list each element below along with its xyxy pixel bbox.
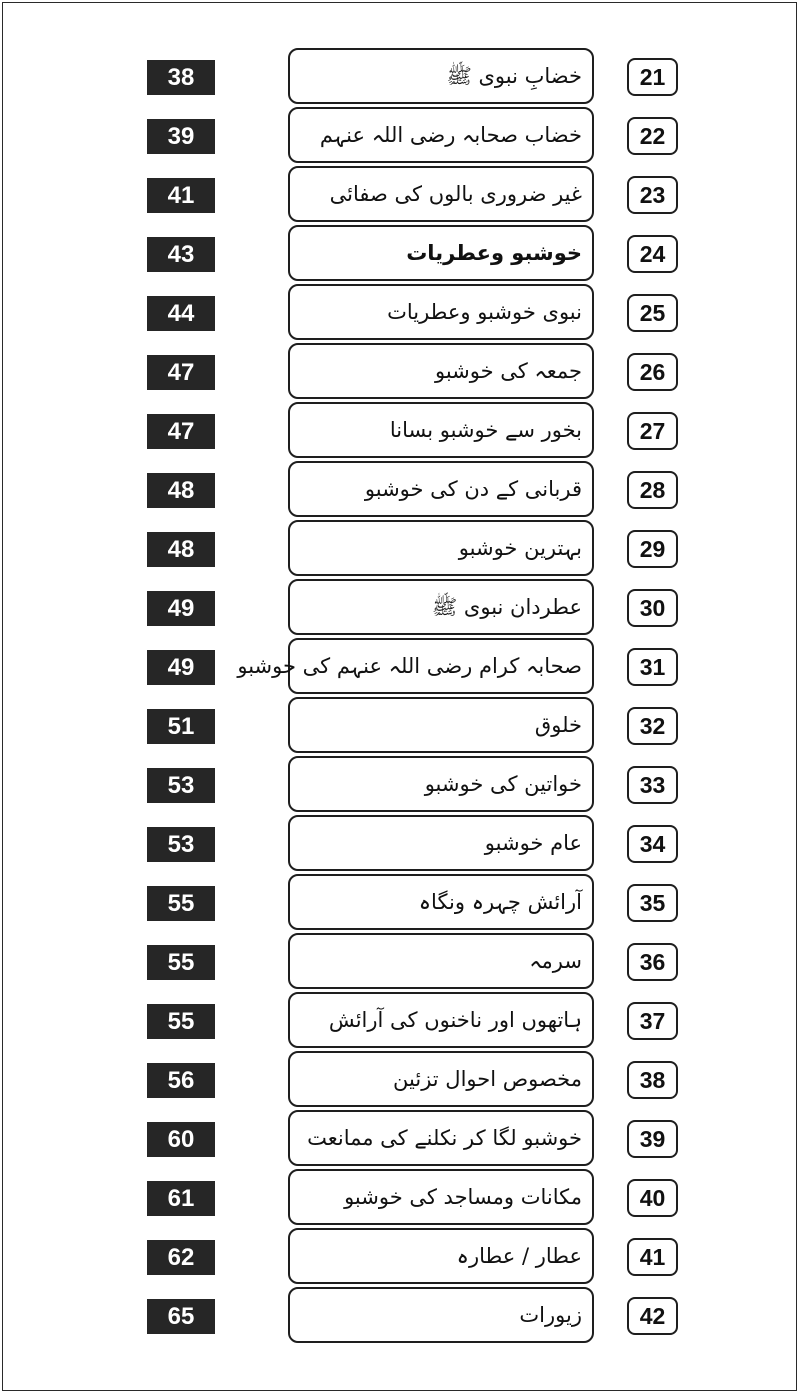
page-number: 48 <box>147 473 215 508</box>
page-number: 49 <box>147 591 215 626</box>
entry-title: قربانی کے دن کی خوشبو <box>288 461 594 517</box>
entry-title: نبوی خوشبو وعطریات <box>288 284 594 340</box>
entry-number: 34 <box>627 825 678 863</box>
toc-row <box>0 933 800 992</box>
entry-title: بہترین خوشبو <box>288 520 594 576</box>
page-number: 49 <box>147 650 215 685</box>
page-number: 61 <box>147 1181 215 1216</box>
page-number: 44 <box>147 296 215 331</box>
page-number: 55 <box>147 886 215 921</box>
entry-title: عام خوشبو <box>288 815 594 871</box>
entry-title: بخور سے خوشبو بسانا <box>288 402 594 458</box>
entry-title: خضابِ نبوی ﷺ <box>288 48 594 104</box>
entry-number: 32 <box>627 707 678 745</box>
entry-title: خوشبو لگا کر نکلنے کی ممانعت <box>288 1110 594 1166</box>
entry-number: 33 <box>627 766 678 804</box>
page-number: 55 <box>147 945 215 980</box>
toc-row <box>0 1051 800 1110</box>
entry-title: عطار / عطارہ <box>288 1228 594 1284</box>
toc-row <box>0 638 800 697</box>
entry-number: 29 <box>627 530 678 568</box>
page-number: 60 <box>147 1122 215 1157</box>
toc-row <box>0 1169 800 1228</box>
page-number: 43 <box>147 237 215 272</box>
entry-number: 30 <box>627 589 678 627</box>
toc-row <box>0 225 800 284</box>
toc-row <box>0 815 800 874</box>
page-number: 38 <box>147 60 215 95</box>
entry-title: خضاب صحابہ رضی اللہ عنہم <box>288 107 594 163</box>
toc-row <box>0 992 800 1051</box>
entry-number: 28 <box>627 471 678 509</box>
entry-title: جمعہ کی خوشبو <box>288 343 594 399</box>
entry-title: آرائش چہرہ ونگاہ <box>288 874 594 930</box>
entry-number: 21 <box>627 58 678 96</box>
entry-title: مخصوص احوال تزئین <box>288 1051 594 1107</box>
page-number: 41 <box>147 178 215 213</box>
entry-number: 36 <box>627 943 678 981</box>
entry-number: 42 <box>627 1297 678 1335</box>
entry-title: خوشبو وعطریات <box>288 225 594 281</box>
entry-title: مکانات ومساجد کی خوشبو <box>288 1169 594 1225</box>
toc-row <box>0 284 800 343</box>
entry-number: 22 <box>627 117 678 155</box>
entry-number: 26 <box>627 353 678 391</box>
entry-number: 35 <box>627 884 678 922</box>
toc-row <box>0 107 800 166</box>
entry-number: 40 <box>627 1179 678 1217</box>
toc-row <box>0 874 800 933</box>
toc-row <box>0 1228 800 1287</box>
toc-row <box>0 697 800 756</box>
page-number: 51 <box>147 709 215 744</box>
entry-title: زیورات <box>288 1287 594 1343</box>
page-number: 55 <box>147 1004 215 1039</box>
entry-number: 37 <box>627 1002 678 1040</box>
entry-number: 27 <box>627 412 678 450</box>
page-number: 65 <box>147 1299 215 1334</box>
entry-title: سرمہ <box>288 933 594 989</box>
toc-row <box>0 166 800 225</box>
entry-number: 41 <box>627 1238 678 1276</box>
toc-row <box>0 1287 800 1346</box>
page-number: 53 <box>147 768 215 803</box>
toc-row <box>0 756 800 815</box>
entry-title: عطردان نبوی ﷺ <box>288 579 594 635</box>
page-number: 48 <box>147 532 215 567</box>
entry-number: 38 <box>627 1061 678 1099</box>
page-number: 47 <box>147 355 215 390</box>
entry-title: ہاتھوں اور ناخنوں کی آرائش <box>288 992 594 1048</box>
toc-row <box>0 579 800 638</box>
page-number: 39 <box>147 119 215 154</box>
toc-row <box>0 48 800 107</box>
entry-title: خواتین کی خوشبو <box>288 756 594 812</box>
entry-title: صحابہ کرام رضی اللہ عنہم کی خوشبو <box>288 638 594 694</box>
entry-number: 23 <box>627 176 678 214</box>
entry-title: غیر ضروری بالوں کی صفائی <box>288 166 594 222</box>
toc-row <box>0 1110 800 1169</box>
page-number: 62 <box>147 1240 215 1275</box>
table-of-contents <box>0 48 800 1346</box>
page-number: 47 <box>147 414 215 449</box>
toc-row <box>0 461 800 520</box>
page-number: 53 <box>147 827 215 862</box>
entry-number: 24 <box>627 235 678 273</box>
entry-title: خلوق <box>288 697 594 753</box>
page-number: 56 <box>147 1063 215 1098</box>
entry-number: 39 <box>627 1120 678 1158</box>
toc-row <box>0 402 800 461</box>
toc-row <box>0 520 800 579</box>
entry-number: 31 <box>627 648 678 686</box>
toc-row <box>0 343 800 402</box>
entry-number: 25 <box>627 294 678 332</box>
